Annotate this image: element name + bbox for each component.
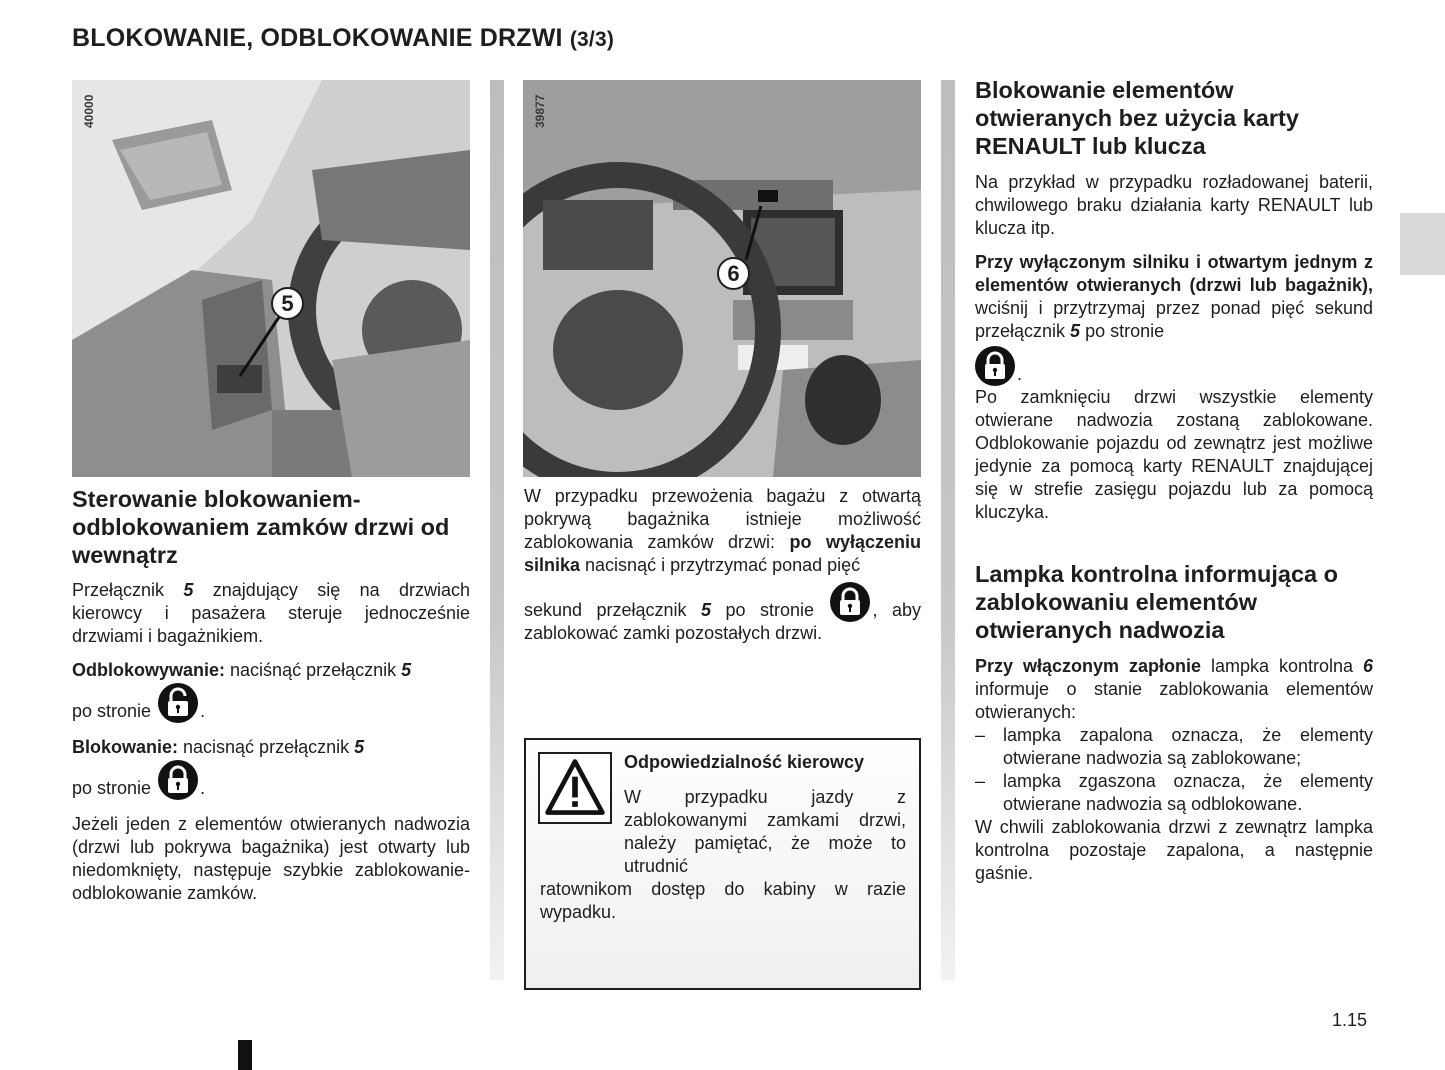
lock-icon xyxy=(158,760,198,800)
unlock-icon xyxy=(158,683,198,723)
col3-paragraph-4: Przy włączonym zapłonie lampka kontrolna 6 informuje o stanie zablokowania elementów otwieranych: xyxy=(975,656,1373,722)
heading-interior-locking: Sterowanie blokowaniem-odblokowaniem zamków drzwi od wewnątrz xyxy=(72,486,450,568)
callout-5: 5 xyxy=(271,287,304,320)
heading-warning-lamp: Lampka kontrolna informująca o zablokowaniu elementów otwieranych nadwozia xyxy=(975,561,1339,643)
col3-paragraph-1: Na przykład w przypadku rozładowanej baterii, chwilowego braku działania karty RENAULT lub klucza itp. xyxy=(975,172,1373,238)
col3-paragraph-3: Po zamknięciu drzwi wszystkie elementy otwierane nadwozia zostaną zablokowane. Odblokowanie pojazdu od zewnątrz jest możliwe jedynie za pomocą karty RENAULT znajdującej się w strefie zasięgu pojazdu lub za pomocą kluczyka. xyxy=(975,387,1373,522)
page-title xyxy=(72,24,614,53)
lock-icon xyxy=(975,346,1015,386)
dashboard-photo xyxy=(523,80,921,477)
col1-unlock-side: po stronie . xyxy=(72,683,470,723)
column-separator-2 xyxy=(941,80,955,980)
page-title-part: (3/3) xyxy=(569,28,615,51)
list-item: – lampka zapalona oznacza, że elementy otwierane nadwozia są zablokowane; xyxy=(975,725,1373,768)
lamp-status-list xyxy=(975,724,1373,816)
warning-text: W przypadku jazdy z zablokowanymi zamkami drzwi, należy pamiętać, że może to utrudnić ratownikom dostęp do kabiny w razie wypadku. xyxy=(540,787,906,922)
door-panel-photo xyxy=(72,80,470,477)
col1-unlock-instruction: Odblokowywanie: naciśnąć przełącznik 5 xyxy=(72,660,412,680)
driver-responsibility-warning xyxy=(524,738,921,990)
col1-paragraph-4: Jeżeli jeden z elementów otwieranych nadwozia (drzwi lub pokrywa bagażnika) jest otwarty lub niedomknięty, następuje szybkie zablokowanie-odblokowanie zamków. xyxy=(72,814,470,903)
page-number: 1.15 xyxy=(1332,1010,1368,1030)
col3-paragraph-5: W chwili zablokowania drzwi z zewnątrz lampka kontrolna pozostaje zapalona, a następnie gaśnie. xyxy=(975,817,1373,883)
warning-title: Odpowiedzialność kierowcy xyxy=(624,752,865,772)
photo-code-1: 40000 xyxy=(82,94,96,128)
col2-paragraph-1-cont: sekund przełącznik 5 po stronie , aby zablokować zamki pozostałych drzwi. xyxy=(524,582,921,645)
lock-icon xyxy=(830,582,870,622)
page-title-main: BLOKOWANIE, ODBLOKOWANIE DRZWI xyxy=(72,24,563,52)
col1-lock-side: po stronie . xyxy=(72,760,470,800)
chapter-tab xyxy=(1400,213,1445,275)
photo-code-2: 39877 xyxy=(533,94,547,128)
column-separator-1 xyxy=(490,80,504,980)
col1-paragraph-1: Przełącznik 5 znajdujący się na drzwiach kierowcy i pasażera steruje jednocześnie drzwiami i bagażnikiem. xyxy=(72,580,470,646)
heading-locking-without-card: Blokowanie elementów otwieranych bez użycia karty RENAULT lub klucza xyxy=(975,77,1299,159)
col1-lock-instruction: Blokowanie: nacisnąć przełącznik 5 xyxy=(72,737,365,757)
col2-paragraph-1: W przypadku przewożenia bagażu z otwartą pokrywą bagażnika istnieje możliwość zablokowania zamków drzwi: po wyłączeniu silnika nacisnąć i przytrzymać ponad pięć xyxy=(524,486,921,575)
list-item: – lampka zgaszona oznacza, że elementy otwierane nadwozia są odblokowane. xyxy=(975,771,1373,814)
col3-paragraph-2: Przy wyłączonym silniku i otwartym jednym z elementów otwieranych (drzwi lub bagażnik), wciśnij i przytrzymaj przez ponad pięć sekund przełącznik 5 po stronie xyxy=(975,252,1373,341)
col3-lock-icon-line: . xyxy=(975,346,1373,386)
print-edge-mark xyxy=(238,1040,252,1070)
callout-6: 6 xyxy=(717,257,750,290)
